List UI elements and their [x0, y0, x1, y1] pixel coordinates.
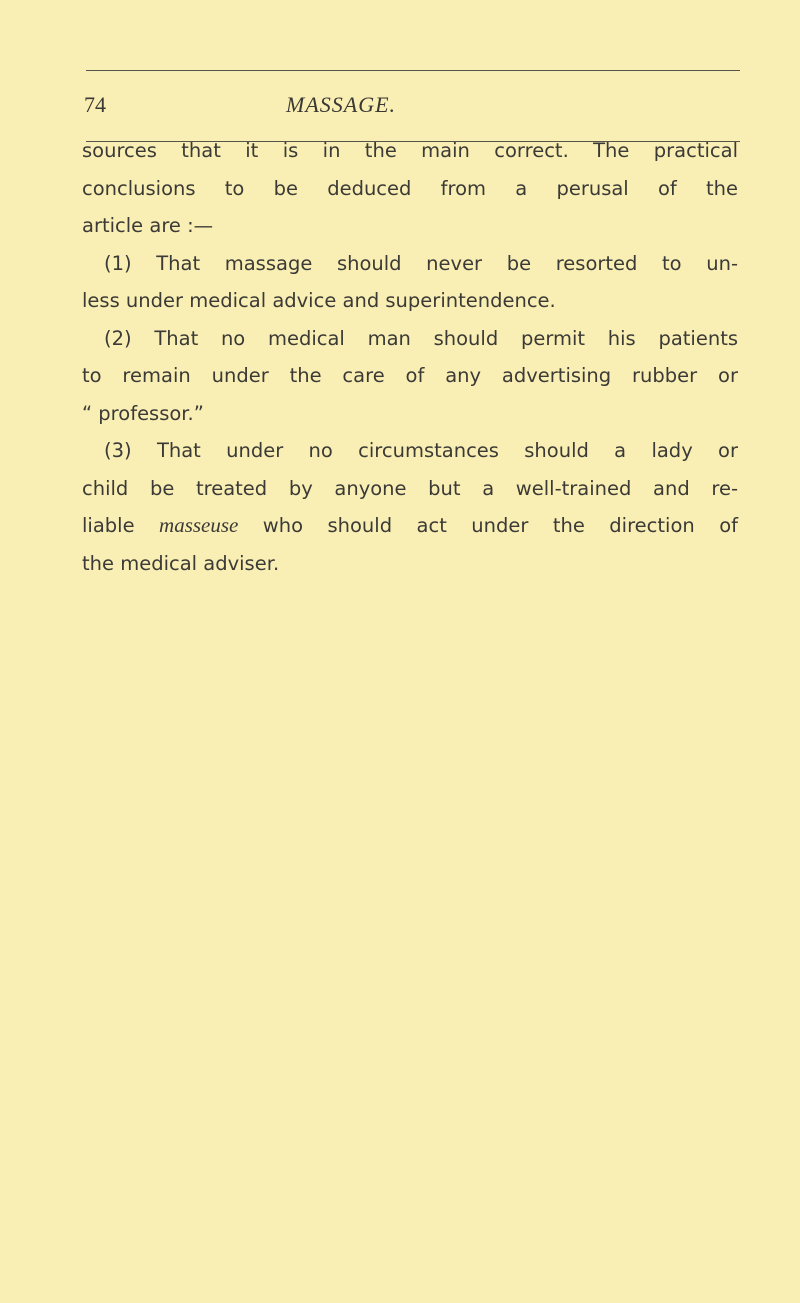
- text-line: (2) That no medical man should permit his patients: [104, 326, 738, 350]
- text-line: child be treated by anyone but a well-trained and re-: [82, 476, 738, 500]
- text-line: “ professor.”: [82, 401, 204, 425]
- italic-word: masseuse: [159, 513, 239, 537]
- text-span: liable: [82, 514, 160, 537]
- text-line: the medical adviser.: [82, 551, 280, 575]
- text-line: less under medical advice and superintendence.: [82, 289, 556, 312]
- text-line: (3) That under no circumstances should a lady or: [104, 439, 738, 462]
- text-span: who should act under the direction of: [238, 514, 738, 537]
- page-header: [84, 92, 740, 122]
- text-line: conclusions to be deduced from a perusal of the: [82, 176, 738, 200]
- running-title: MASSAGE.: [286, 92, 397, 117]
- text-line: [82, 507, 738, 545]
- text-line: article are :—: [82, 214, 214, 237]
- page-body: [82, 132, 738, 582]
- text-line: sources that it is in the main correct. The practical: [82, 139, 738, 162]
- text-line: to remain under the care of any advertising rubber or: [82, 364, 738, 387]
- text-line: (1) That massage should never be resorted to un-: [104, 251, 738, 275]
- page-number: 74: [84, 92, 106, 117]
- header-rule-top: [86, 70, 740, 71]
